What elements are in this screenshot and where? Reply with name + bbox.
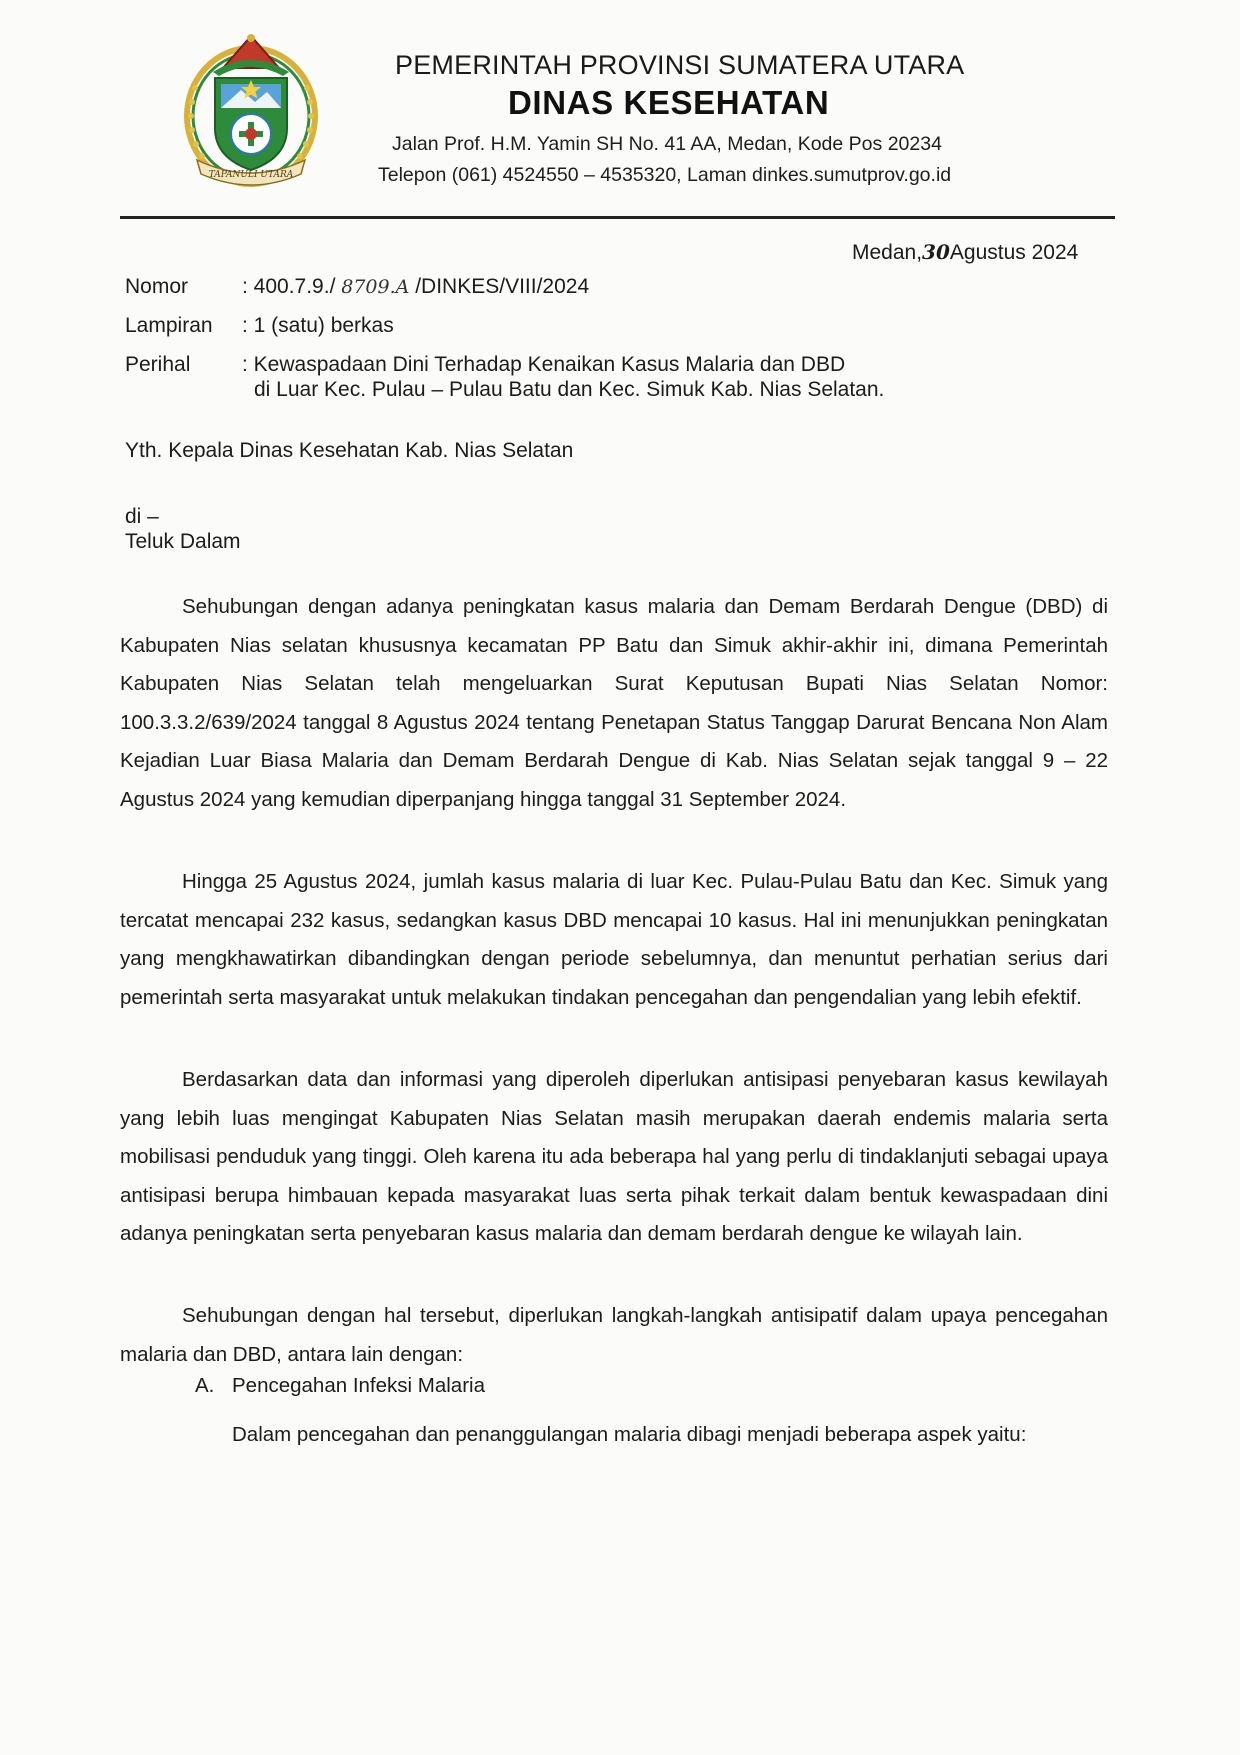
recipient-line: Yth. Kepala Dinas Kesehatan Kab. Nias Selatan: [125, 439, 574, 462]
list-item-a-text: Dalam pencegahan dan penanggulangan malaria dibagi menjadi beberapa aspek yaitu:: [232, 1423, 1027, 1446]
date-prefix: Medan,: [852, 241, 923, 264]
meta-nomor-value: [242, 275, 589, 299]
letterhead-address: Jalan Prof. H.M. Yamin SH No. 41 AA, Medan, Kode Pos 20234: [392, 133, 942, 155]
meta-nomor-label: Nomor: [125, 275, 189, 298]
meta-lampiran-row: [125, 314, 394, 338]
letterhead-contact: Telepon (061) 4524550 – 4535320, Laman dinkes.sumutprov.go.id: [378, 164, 952, 186]
province-emblem-icon: [183, 28, 320, 188]
letter-date: [852, 240, 1078, 265]
emblem-motto: TAPANULI UTARA: [208, 170, 294, 180]
body-paragraph-3: Berdasarkan data dan informasi yang diperoleh diperlukan antisipasi penyebaran kasus kewilayah yang lebih luas mengingat Kabupaten Nias Selatan masih merupakan daerah endemis malaria serta mobilisasi penduduk yang tinggi. Oleh karena itu ada beberapa hal yang perlu di tindaklanjuti sebagai upaya antisipasi berupa himbauan kepada masyarakat luas serta pihak terkait dalam bentuk kewaspadaan dini adanya peningkatan serta penyebaran kasus malaria dan demam berdarah dengue ke wilayah lain.: [120, 1068, 1108, 1245]
perihal-line-2: di Luar Kec. Pulau – Pulau Batu dan Kec. Simuk Kab. Nias Selatan.: [254, 378, 885, 401]
body-paragraph-4: Sehubungan dengan hal tersebut, diperlukan langkah-langkah antisipatif dalam upaya pencegahan malaria dan DBD, antara lain dengan:: [120, 1304, 1108, 1366]
recipient-place: Teluk Dalam: [125, 530, 241, 553]
meta-lampiran-label: Lampiran: [125, 314, 213, 337]
recipient-di: di –: [125, 505, 159, 528]
meta-perihal-label: Perihal: [125, 353, 191, 376]
perihal-line-1: : Kewaspadaan Dini Terhadap Kenaikan Kasus Malaria dan DBD: [242, 353, 846, 376]
list-item-a-title: Pencegahan Infeksi Malaria: [232, 1374, 485, 1397]
body-paragraph-1: Sehubungan dengan adanya peningkatan kasus malaria dan Demam Berdarah Dengue (DBD) di Kabupaten Nias selatan khususnya kecamatan PP Batu dan Simuk akhir-akhir ini, dimana Pemerintah Kabupaten Nias Selatan telah mengeluarkan Surat Keputusan Bupati Nias Selatan Nomor: 100.3.3.2/639/2024 tanggal 8 Agustus 2024 tentang Penetapan Status Tanggap Darurat Bencana Non Alam Kejadian Luar Biasa Malaria dan Demam Berdarah Dengue di Kab. Nias Selatan sejak tanggal 9 – 22 Agustus 2024 yang kemudian diperpanjang hingga tanggal 31 September 2024.: [120, 595, 1108, 811]
meta-perihal-value: [242, 353, 884, 402]
list-item-a: [195, 1374, 485, 1398]
meta-nomor-row: [125, 275, 589, 299]
nomor-handwritten: 8709.A: [341, 276, 410, 298]
body-paragraph-2: Hingga 25 Agustus 2024, jumlah kasus malaria di luar Kec. Pulau-Pulau Batu dan Kec. Simuk yang tercatat mencapai 232 kasus, sedangkan kasus DBD mencapai 10 kasus. Hal ini menunjukkan peningkatan yang mengkhawatirkan dibandingkan dengan periode sebelumnya, dan menuntut perhatian serius dari pemerintah serta masyarakat untuk melakukan tindakan pencegahan dan pengendalian yang lebih efektif.: [120, 870, 1108, 1009]
meta-lampiran-value: : 1 (satu) berkas: [242, 314, 394, 337]
date-day-handwritten: 30: [922, 240, 950, 264]
nomor-suffix: /DINKES/VIII/2024: [409, 275, 590, 298]
letterhead-divider: [120, 216, 1115, 219]
letterhead-government-title: PEMERINTAH PROVINSI SUMATERA UTARA: [395, 50, 965, 80]
letterhead-agency-title: DINAS KESEHATAN: [508, 84, 830, 121]
list-item-a-marker: A.: [195, 1374, 215, 1397]
date-month-year: Agustus 2024: [949, 241, 1079, 264]
meta-perihal-row: [125, 353, 884, 402]
nomor-prefix: : 400.7.9./: [242, 275, 342, 298]
